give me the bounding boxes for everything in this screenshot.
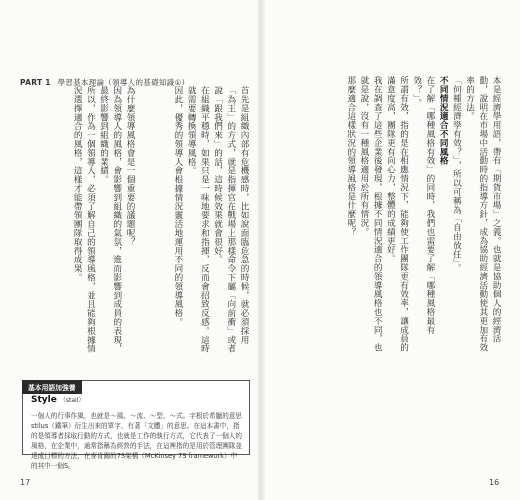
right-paragraph-2: 「何種經濟學有效？」，所以可稱為「自由放任」。 [451, 76, 462, 273]
right-paragraph-6: 那麼適合這樣狀況的領導風格是什麼呢？ [345, 76, 356, 237]
left-paragraph-6: 所以，作為一個領導人，必須了解自己的領導風格，並且能夠根據情況選擇適合的風格，這樣才能帶領團隊取得成果。 [72, 86, 96, 353]
right-paragraph-1: 本是經濟學用語，帶有「期貨市場」之義。也就是協助個人的經濟活動，說明在市場中活動時的指導方針，成為協助經濟活動使其更加有效率的方法。 [464, 76, 501, 352]
glossary-box [22, 380, 250, 470]
right-paragraph-5: 我在調查了這些企業後發現，根據不同情況適合的領導風格也不同，也就是說，沒有一種風格適用於所有情況。 [358, 76, 383, 352]
left-page-body-right [142, 86, 250, 358]
book-gutter [257, 0, 265, 500]
section-subhead: 不同情況適合不同風格 [438, 76, 449, 165]
glossary-definition: 一個人的行事作風，也就是～風、～流、～型、～式。字根於希臘的意思stilus（鐵筆）衍生出來的單字，有著「文體」的意思。在這本書中，指的是領導者採取行動的方式，也就是工作的執行方式，它代表了一個人的風格，在企業中，通常指稱為經營的手法，在這裡指的是用於管理團隊並達成目標的方法，在麥肯錫的7S架構（McKinsey 7S framework）中的其中一個S。 [31, 412, 242, 470]
header-part: PART 1 [20, 78, 51, 87]
page-number-left: 17 [20, 478, 31, 487]
right-page-body [272, 76, 502, 358]
header-title: 學習基本理論（領導人的基礎知識①） [57, 78, 190, 87]
left-paragraph-2: 在組織平穩時，如果只是一味地要求和指揮，反而會招致反感。這時就需要轉換領導風格。 [186, 86, 210, 353]
glossary-term-word: Style [31, 395, 57, 405]
left-page-body-left [24, 86, 136, 358]
glossary-tag: 基本用語加強養 [22, 380, 82, 394]
left-paragraph-5: 因為領導人的風格，會影響到組織的氣氛，進而影響到成員的表現，最終影響到組織的業績。 [98, 86, 122, 353]
left-paragraph-4: 為什麼領導風格會是一個重要的議題呢？ [125, 86, 135, 247]
glossary-term-pronunciation: （stail） [59, 397, 85, 404]
left-paragraph-1: 首先是組織內部有危機感時，比如說面臨危急的時候，就必須採用「為王」的方式，就是指揮官在戰場上那樣命令下屬「向前衝」或者說「跟我們來」的話，這時候效果就會很好。 [212, 86, 249, 353]
right-paragraph-4: 所謂有效，指的是在相應情況下，能夠使工作團隊更有效率，讓成員的滿意度高，團隊更有向心力，整體的成績更好。 [385, 76, 409, 352]
glossary-term [31, 395, 84, 405]
left-paragraph-3: 因此，優秀的領導人會根據情況靈活地運用不同的領導風格。 [172, 86, 183, 327]
page-number-right: 16 [489, 478, 500, 487]
right-paragraph-3: 在了解「哪種風格有效」的同時，我們也需要了解「哪種風格最有效？」。 [411, 76, 435, 335]
